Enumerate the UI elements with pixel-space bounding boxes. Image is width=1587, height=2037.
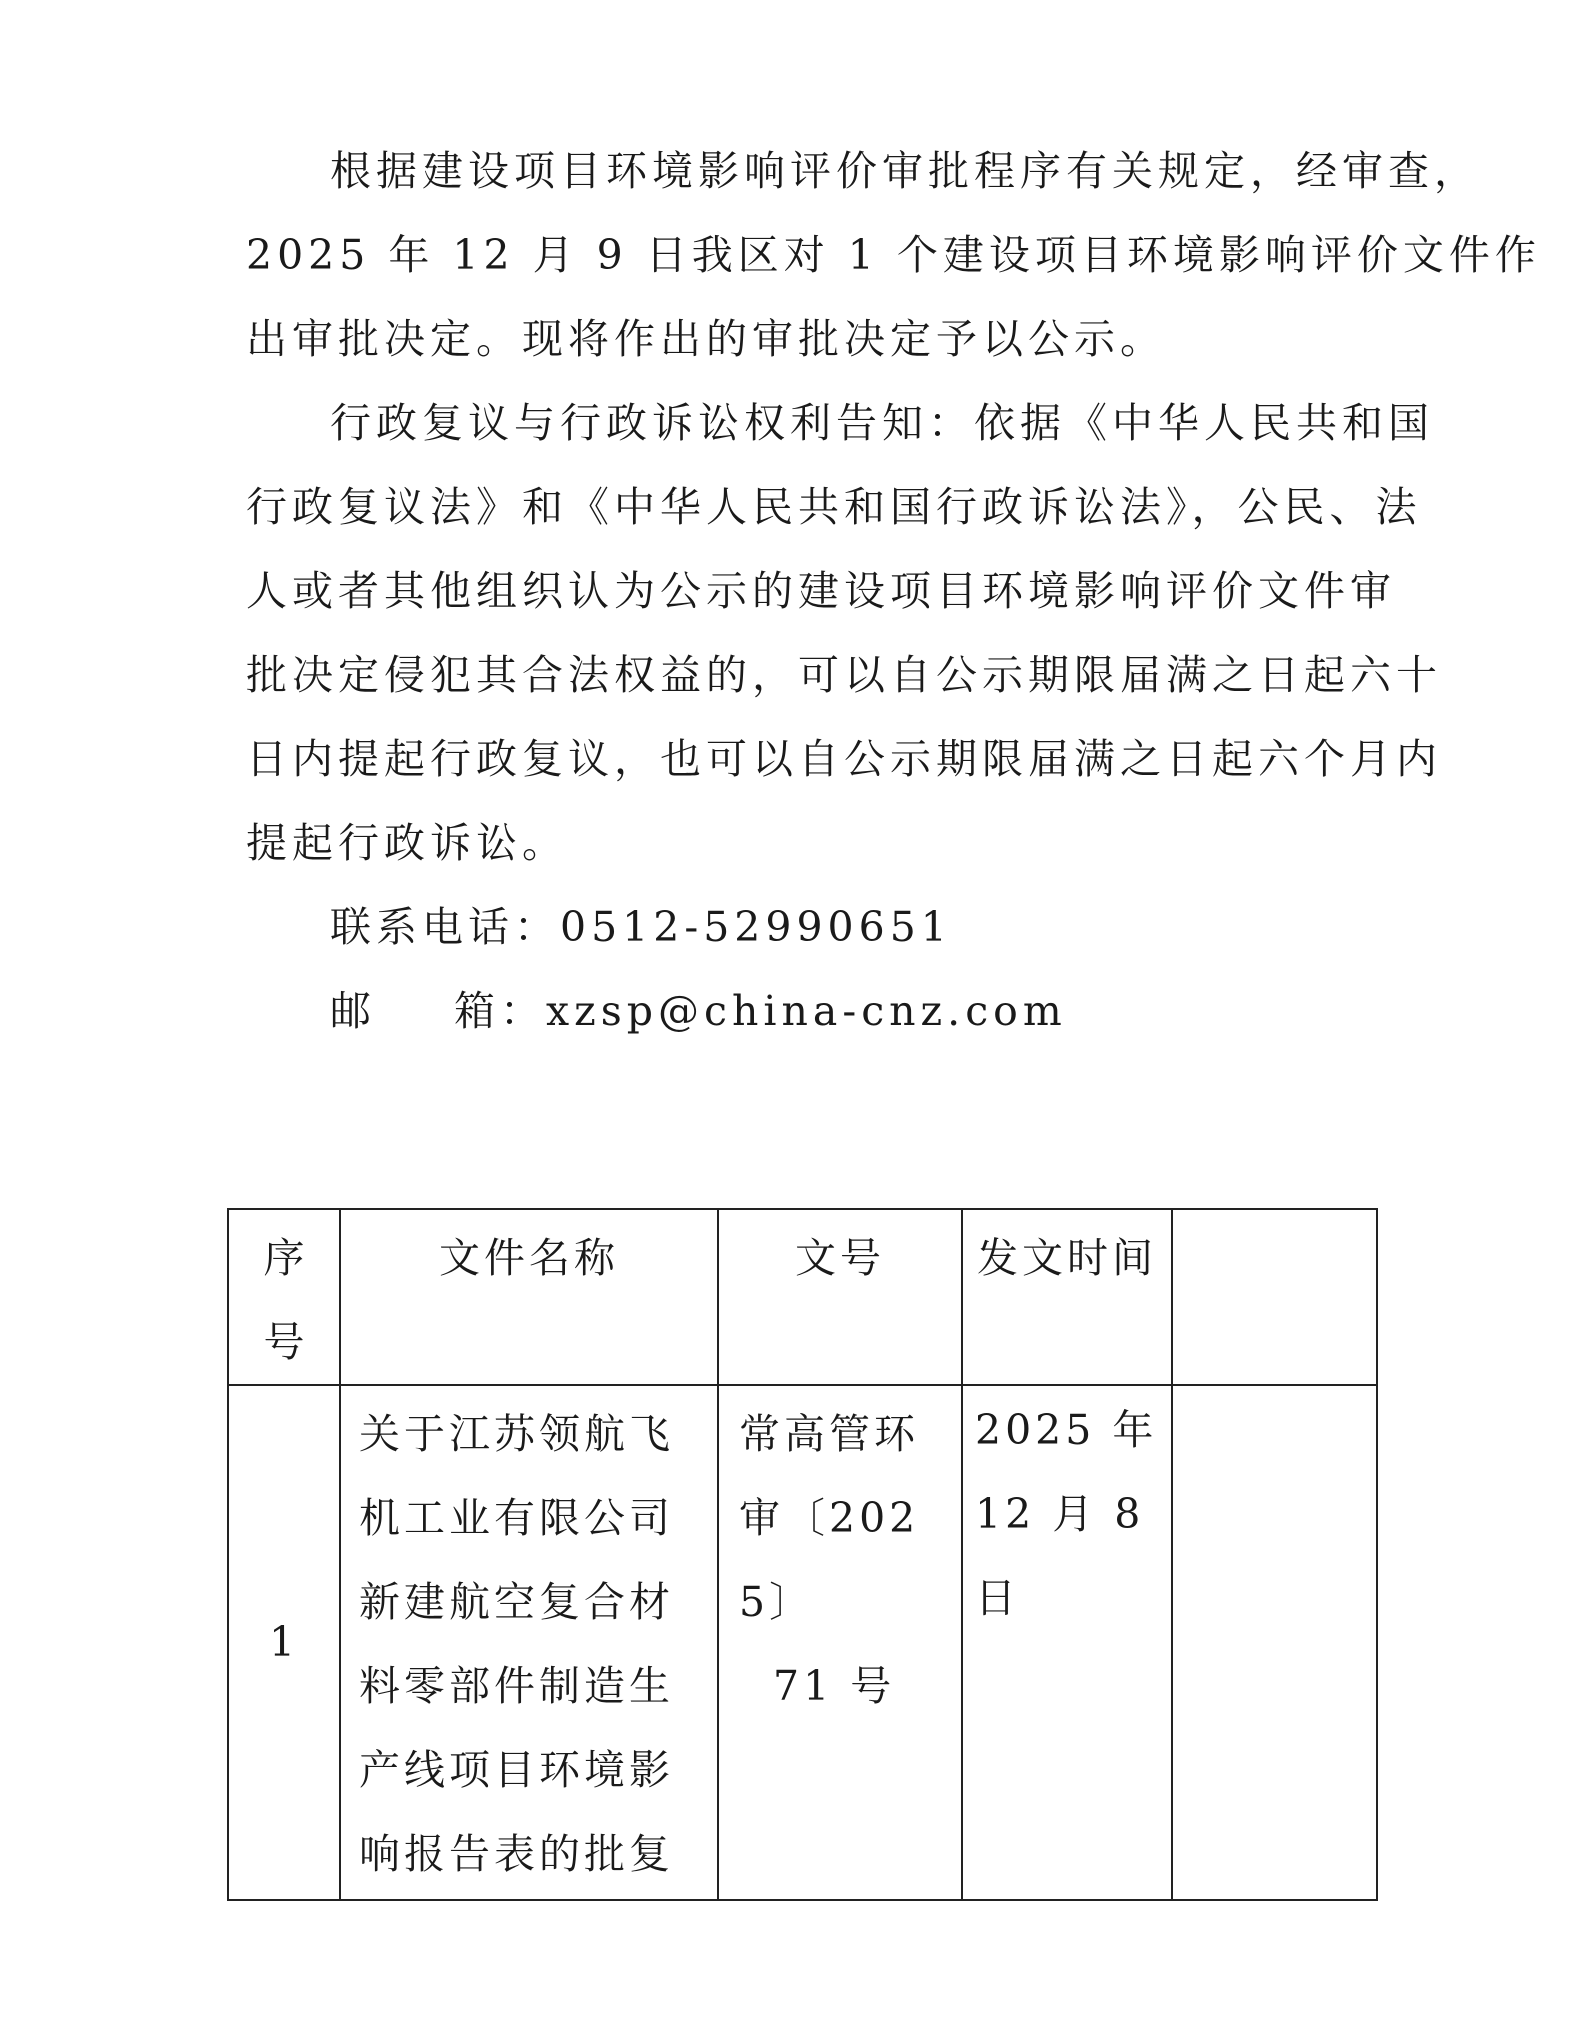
paragraph-2-line-5: 日内提起行政复议，也可以自公示期限届满之日起六个月内 [246, 735, 1442, 783]
row-date-line2: 12 月 8 日 [975, 1490, 1145, 1622]
paragraph-1-line-1: 根据建设项目环境影响评价审批程序有关规定，经审查， [330, 147, 1480, 195]
paragraph-1-line-3: 出审批决定。现将作出的审批决定予以公示。 [246, 315, 1166, 363]
header-name-cell [340, 1209, 718, 1385]
row-name: 关于江苏领航飞机工业有限公司新建航空复合材料零部件制造生产线项目环境影响报告表的批复 [359, 1410, 674, 1878]
paragraph-2-line-1: 行政复议与行政诉讼权利告知：依据《中华人民共和国 [330, 399, 1434, 447]
header-extra [1173, 1210, 1376, 1216]
contact-phone [330, 902, 952, 952]
row-extra-cell [1172, 1385, 1377, 1900]
email-label-part2: 箱： [454, 987, 546, 1035]
header-seq: 序号 [263, 1234, 309, 1366]
table-header-row [228, 1209, 1377, 1385]
paragraph-2-line-4: 批决定侵犯其合法权益的，可以自公示期限届满之日起六十 [246, 651, 1442, 699]
row-docno-line1: 常高管环审〔2025〕 [739, 1410, 920, 1626]
row-date-line1: 2025 年 [975, 1406, 1158, 1454]
phone-label: 联系电话： [330, 903, 560, 951]
paragraph-2-line-3: 人或者其他组织认为公示的建设项目环境影响评价文件审 [246, 567, 1396, 615]
header-name: 文件名称 [439, 1234, 619, 1282]
contact-email [330, 986, 1067, 1036]
row-name-cell [340, 1385, 718, 1900]
approval-table [227, 1208, 1378, 1901]
header-docno: 文号 [795, 1234, 885, 1282]
header-seq-cell [228, 1209, 340, 1385]
table-row [228, 1385, 1377, 1900]
row-docno-cell [718, 1385, 962, 1900]
row-date-cell [962, 1385, 1172, 1900]
paragraph-1-line-2: 2025 年 12 月 9 日我区对 1 个建设项目环境影响评价文件作 [246, 231, 1541, 279]
row-docno-line2: 71 号 [773, 1662, 896, 1710]
email-address: xzsp@china-cnz.com [546, 987, 1067, 1035]
paragraph-2-line-6: 提起行政诉讼。 [246, 819, 568, 867]
phone-number: 0512-52990651 [560, 903, 952, 951]
header-docno-cell [718, 1209, 962, 1385]
row-seq: 1 [268, 1618, 300, 1666]
header-date-cell [962, 1209, 1172, 1385]
email-label-part1: 邮 [330, 987, 376, 1035]
row-seq-cell [228, 1385, 340, 1900]
paragraph-2-line-2: 行政复议法》和《中华人民共和国行政诉讼法》，公民、法 [246, 483, 1422, 531]
header-extra-cell [1172, 1209, 1377, 1385]
header-date: 发文时间 [977, 1234, 1157, 1282]
